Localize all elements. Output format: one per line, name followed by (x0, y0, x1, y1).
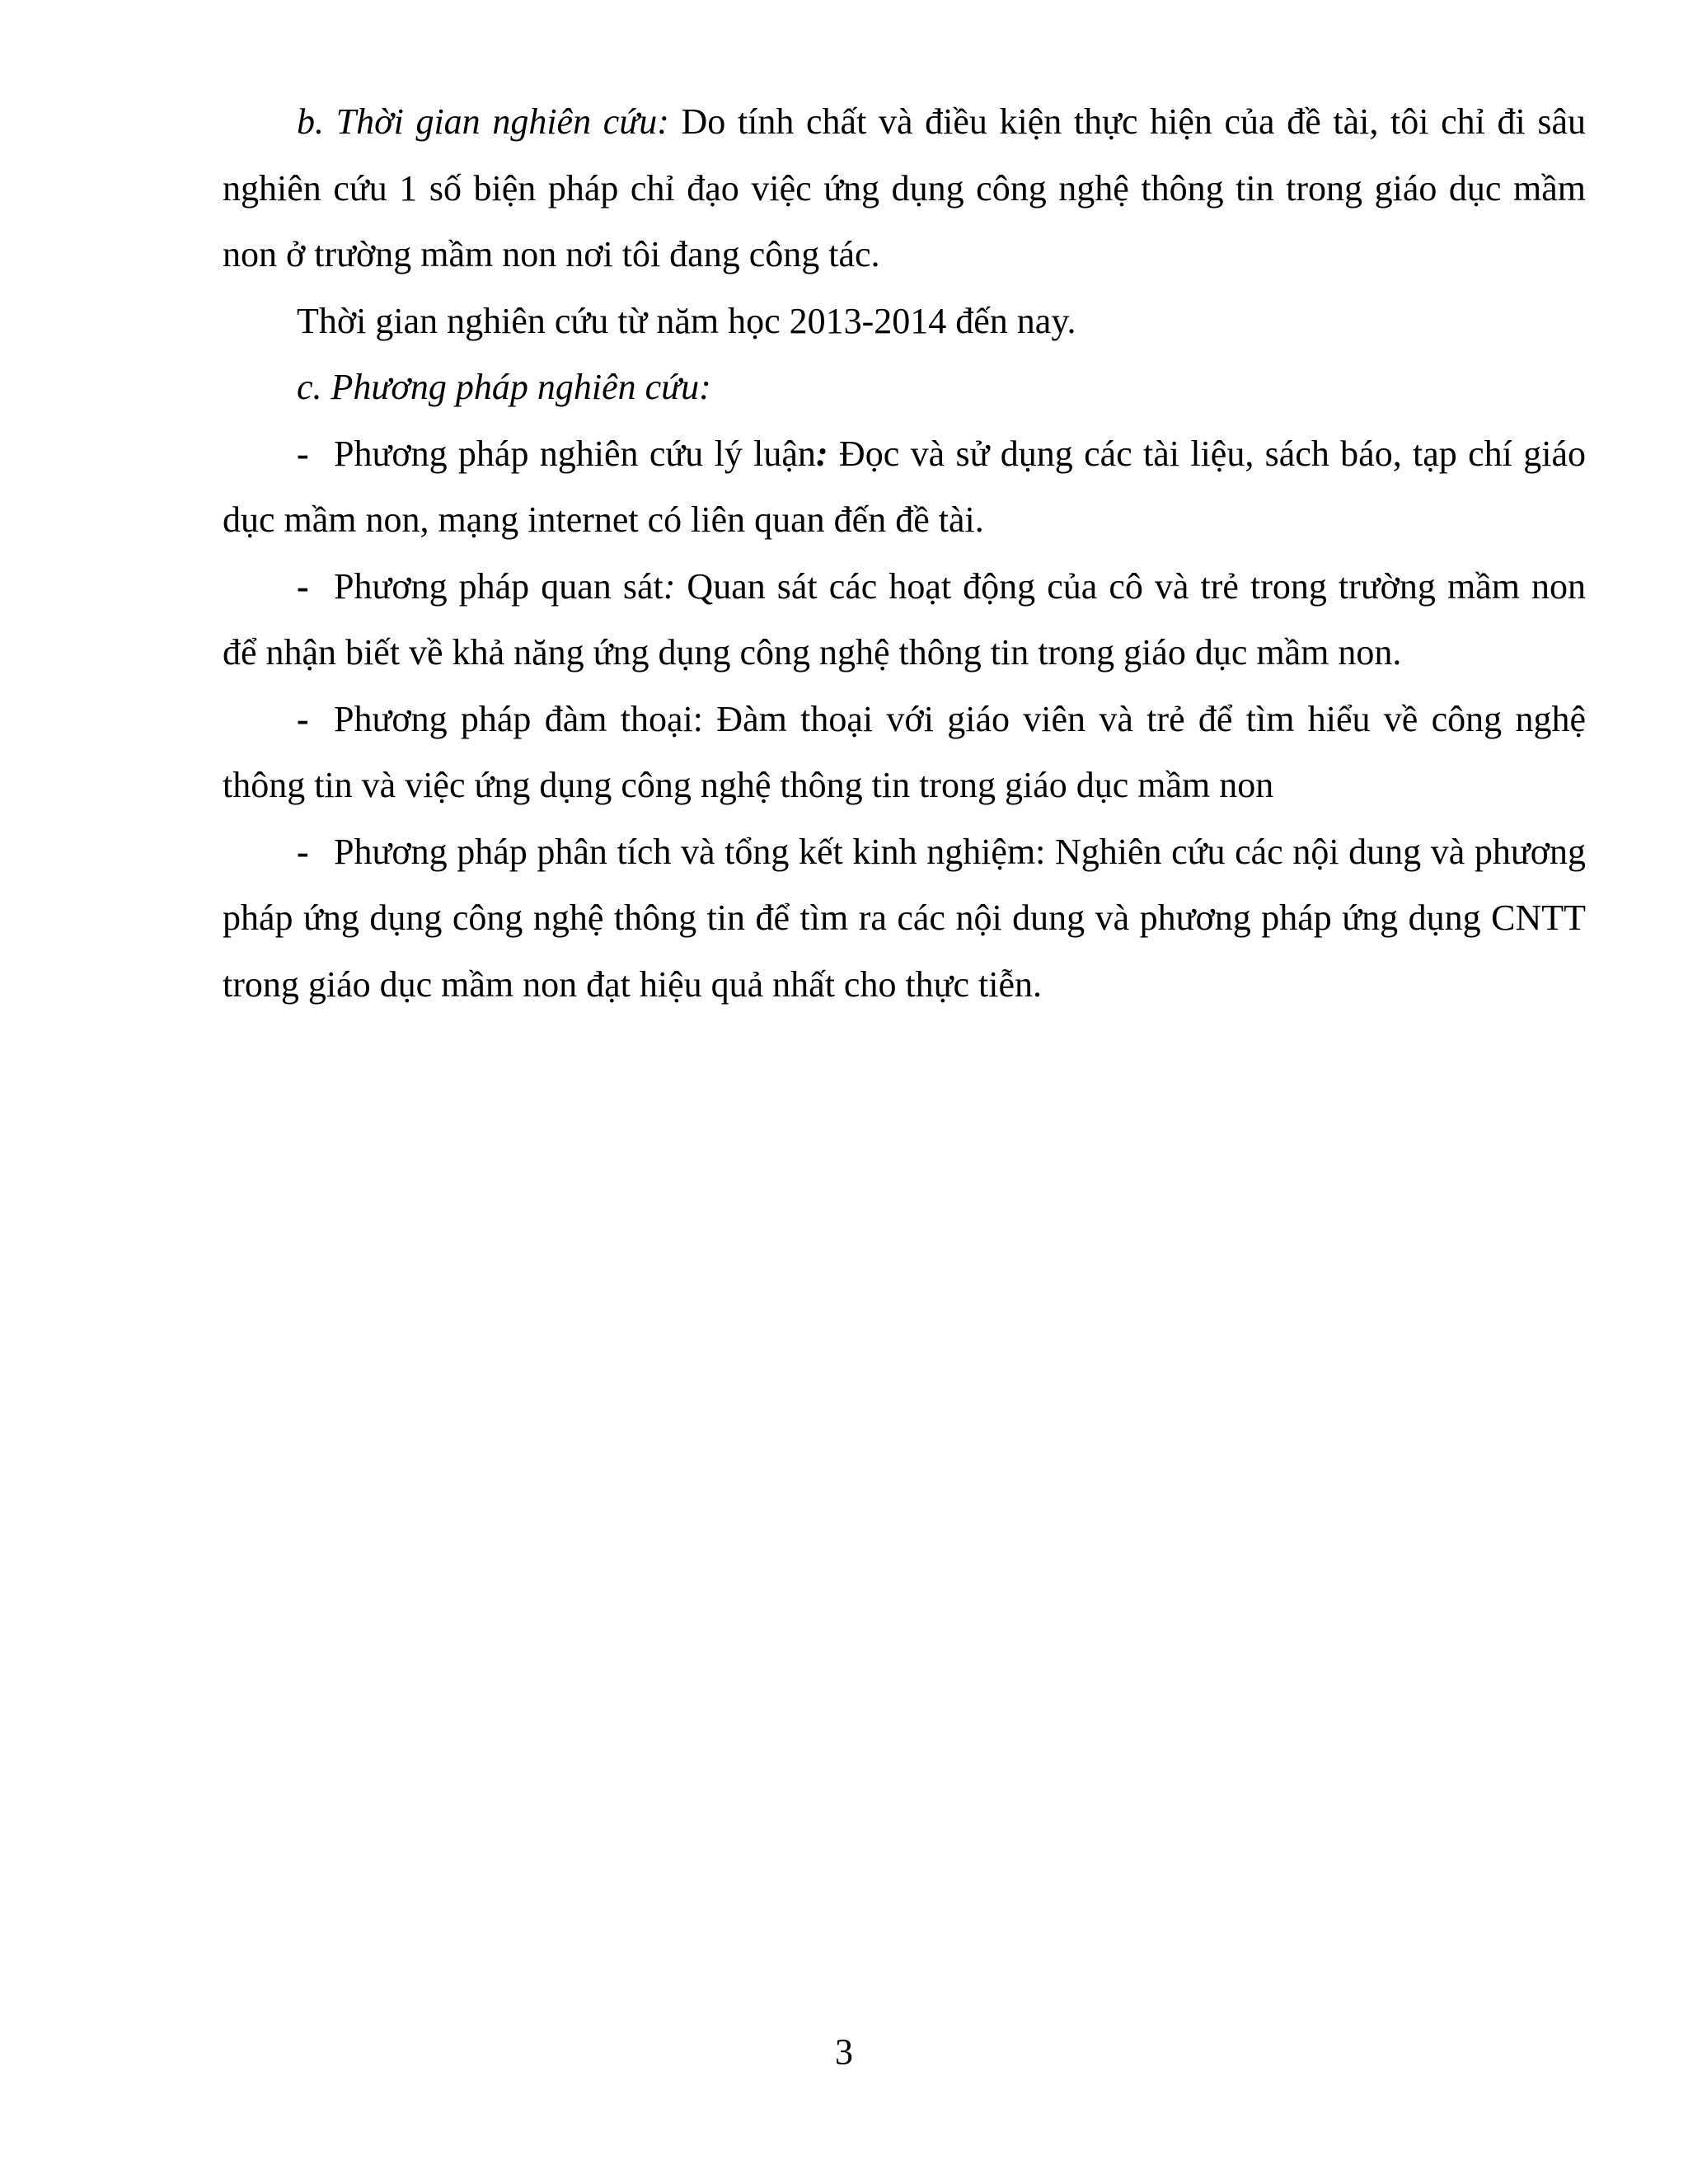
paragraph-research-period (223, 288, 1586, 355)
list-dash: - (297, 698, 309, 739)
document-body (223, 89, 1586, 1018)
heading-research-time: b. Thời gian nghiên cứu: (297, 101, 669, 142)
paragraph-research-period-text: Thời gian nghiên cứu từ năm học 2013-2014 đến nay. (297, 300, 1076, 341)
list-dash: - (297, 565, 309, 607)
list-dash: - (297, 433, 309, 474)
method-theory-text: Đọc và sử dụng các tài liệu, sách báo, tạp chí giáo dục mầm non, mạng internet có liên quan đến đề tài. (223, 433, 1586, 540)
paragraph-research-time-text: Do tính chất và điều kiện thực hiện của đề tài, tôi chỉ đi sâu nghiên cứu 1 số biện pháp chỉ đạo việc ứng dụng công nghệ thông tin trong giáo dục mầm non ở trường mầm non nơi tôi đang công tác. (223, 101, 1586, 274)
method-observation-text: Quan sát các hoạt động của cô và trẻ trong trường mầm non để nhận biết về khả năng ứng dụng công nghệ thông tin trong giáo dục mầm non. (223, 565, 1586, 673)
paragraph-research-time (223, 89, 1586, 288)
list-dash: - (297, 831, 309, 872)
paragraph-method-observation (223, 554, 1586, 687)
method-theory-colon: : (815, 433, 828, 474)
method-analysis-text: Phương pháp phân tích và tổng kết kinh nghiệm: Nghiên cứu các nội dung và phương pháp ứng dụng công nghệ thông tin để tìm ra các nội dung và phương pháp ứng dụng CNTT trong giáo dục mầm non đạt hiệu quả nhất cho thực tiễn. (223, 831, 1586, 1005)
paragraph-method-theory (223, 421, 1586, 554)
method-observation-lead: Phương pháp quan sát (334, 565, 663, 607)
paragraph-method-analysis (223, 819, 1586, 1019)
paragraph-method-dialogue (223, 687, 1586, 819)
method-observation-colon: : (663, 565, 676, 607)
method-theory-lead: Phương pháp nghiên cứu lý luận (334, 433, 816, 474)
paragraph-research-methods-heading (223, 354, 1586, 421)
heading-research-methods: c. Phương pháp nghiên cứu: (297, 367, 711, 407)
method-dialogue-text: Phương pháp đàm thoại: Đàm thoại với giáo viên và trẻ để tìm hiểu về công nghệ thông tin và việc ứng dụng công nghệ thông tin trong giáo dục mầm non (223, 698, 1586, 805)
page-number: 3 (835, 2032, 853, 2072)
